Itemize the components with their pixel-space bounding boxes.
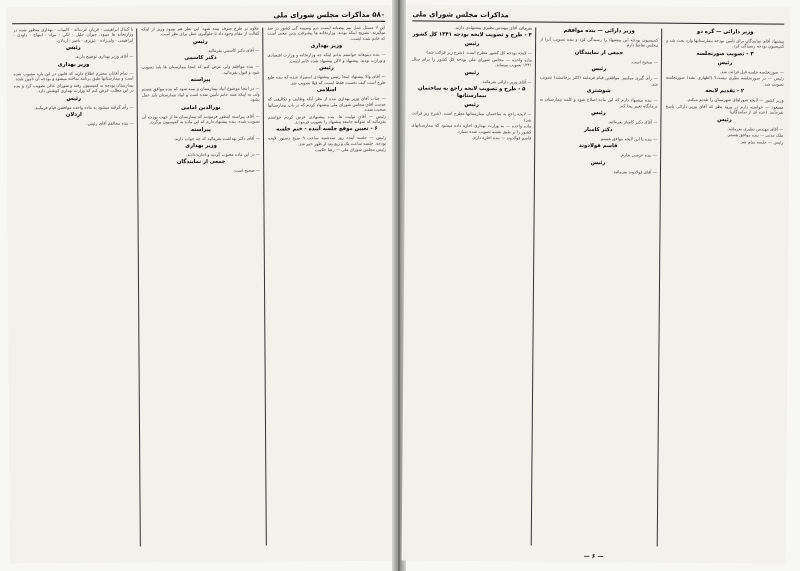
paragraph: وزیر کشور — لایحه شوراهای شهرستان را تقدیم میکنم. [686, 97, 784, 103]
right-col-3 [408, 24, 533, 547]
section-heading: رئیس [66, 95, 82, 102]
paragraph: — جناب آقای وزیر بهداری بنده از نظر آنکه وظایف و تکالیفی که خدمت آقای مجلس شورای ملی پیشنهاد کردم که در باب بیمارستانها صحبت شده. [267, 95, 386, 112]
column-divider [136, 28, 141, 546]
section-heading: وزیر دارائی — گره دو [696, 28, 754, 36]
section-heading: وزیر دارائی — بنده موافقم [563, 27, 635, 35]
section-heading: دکتر کاسمی [184, 55, 217, 62]
paragraph: این لا مسئل عمل نیم بیضیانه ابست دیم وسیمه گی کشور در صد میگیرند. تشریح اینکه بودند. وزارتخانه ها پیشرفت بدین معنی است که خانم شده ابست. [267, 24, 386, 41]
section-heading: ۲ - تقدیم لایحه [705, 88, 745, 95]
paragraph: رئیس مجلس شورای ملی — رضا حکمت [314, 147, 387, 153]
paragraph: — بنده پیشنهاد دارم که این ماده اصلاح شود و کلمه بیمارستان به درمانگاه تغییر پیدا کند. [539, 96, 658, 109]
paragraph: بفرمائید آقای مهندس نظیری پیشنهادی دارند. [454, 24, 533, 31]
paragraph: — آقای دکتر کاسمی بفرمائید. [206, 47, 260, 53]
section-heading: قاسم فولادوند [578, 142, 618, 150]
paragraph: — لایحه راجع به ساختمان بیمارستانها مطرح است. (شرح زیر قرائت شد) [411, 110, 532, 123]
section-heading: ۴ - طرح و تصویب لایحه بودجه ۱۳۴۱ کل کشور [412, 31, 532, 39]
section-heading: رئیس [591, 110, 606, 117]
section-heading: دکتر کامیار [583, 126, 613, 133]
paragraph: مسعود — خواسته دارم در ورود نظر که آقای وزیر دارائی پاسخ بفرمایند. (عده ای از نمایندگان) [665, 103, 784, 115]
paragraph: — آقای دکتر بهداشت بفرمائید که چه جواب دارند. [173, 135, 260, 141]
paragraph: — رأی گرفته میشود به ماده واحده موافقین قیام فرمایند. [33, 104, 134, 110]
right-page-footer: — ۶ — [583, 552, 604, 561]
paragraph: — آقای فولادوند بفرمائید. [612, 168, 658, 175]
paragraph: ماده واحده — به وزارت بهداری اجازه داده میشود که بیمارستانهای کشور را بر طبق نقشه تصویب شده بسازد. [411, 122, 532, 135]
section-heading: وزیر بهداری [310, 43, 343, 50]
paragraph: — آقای دکتر کامیار بفرمائید. [607, 119, 658, 125]
section-heading: رئیس [319, 65, 334, 72]
paragraph: قاسم فولادوند — بنده اجازه دارم. [471, 134, 532, 141]
section-heading: اسلامی [316, 87, 337, 94]
paragraph: — در اینجا موضوع ابیاد بیمارستان و بیمه شود که بنده موافق هستم ولی به اینکه همه خانم تأمین شده است و ابیاد بیمارستان باید عمل بشود. [141, 85, 260, 102]
section-heading: رئیس [65, 45, 81, 52]
paragraph: — آقای وزیر بهداری توضیح دارند. [74, 53, 134, 60]
column-divider [262, 28, 267, 546]
paragraph: — آقای مهندس نظیری بفرمائید. [726, 125, 784, 132]
paragraph: — بنده موافقم ولی عرض کنم که اینجا بیمارستان ها باید تصویب شود و قبول بفرمائید. [141, 63, 260, 75]
section-heading: رئیس [590, 159, 606, 166]
paragraph: با کمال ابراهیمی - قربان عزت‌اله - کامیاب - بهداری منظور شده در وزارتخانه ها میبود. جبران جلیل - لکی - مراد - ابتهاج - داودی - ابراهیمی - ولی‌زاده - عزیزی - ناصر - اردلان. [13, 26, 134, 43]
section-heading: وزیر بهداری [57, 61, 90, 68]
paragraph: — بنده عرضی ندارم. [619, 152, 658, 158]
paragraph: پیشنهاد آقای نمایندگان برای تأمین بودجه بیمارستانها وارد بحث شد و کمیسیون بودجه رسیدگی کرد. [666, 37, 785, 50]
section-heading: جمعی از نمایندگان [176, 159, 226, 166]
right-page [402, 4, 791, 563]
section-heading: رئیس [192, 38, 208, 45]
section-heading: وزیر بهداری [185, 142, 217, 150]
paragraph: ماده واحده — مجلس شورای ملی بودجه کل کشور را برای سال ۱۳۴۱ تصویب مینماید. [411, 56, 532, 68]
right-col-2 [536, 26, 659, 549]
paragraph: — در این ماده مصوب گردید و اجازه دادند. [185, 151, 261, 158]
section-heading: شوشتری [586, 88, 611, 95]
paragraph: ملک مدنی — بنده موافق هستم. [726, 132, 784, 138]
section-heading: ۵ - طرح و تصویب لایحه راجع به ساختمان بیمارستانها [417, 85, 526, 100]
paragraph: رئیس — جلسه آینده روز سه‌شنبه ساعت ۹ صبح دستور لایحه بودجه. جلسه ساعت یک و ربع بعد از ظهر ختم شد. [267, 135, 387, 147]
paragraph: — آقای والا پیشنهاد اینجا رئیس پیشنهادی استیزاد شده که بنده طبع طرح است کیف نخست فقط ابست که قبلا تصویب شد. [267, 73, 386, 86]
paragraph: — صورتجلسه جلسه قبل قرائت شد. [719, 68, 784, 75]
section-heading: رئیس [464, 102, 479, 109]
paragraph: — بنده مخالفم آقای رئیس. [86, 120, 134, 126]
paragraph: بیمارستان بودجه به کمیسیون رفته و شورای عالی تصویب کرد و بنده در این مطلب عرض کنم که وزارت بهداری کوشش دارد. [13, 82, 134, 94]
paragraph: — رأی گیری میکنیم. موافقین قیام فرمایند (اکثر برخاستند) تصویب شد. [539, 74, 658, 87]
paragraph: — آقای پیراسته اینطور فرمودند که بیمارستان ها از جهت بودجه آن تصویب شده. بنده پیشنهاد دارم که این ماده به کمیسیون برگردد. [141, 113, 260, 125]
section-heading: نورالدین امامی [180, 104, 221, 111]
left-col-1 [267, 25, 389, 548]
section-heading: پیراسته [190, 126, 211, 133]
paragraph: رئیس — آقای تولیت ها. بنده پیشنهادی عرض کردم خواستم بفرمائید که سوگند جامعه پیشنهاد را تصویب فرمودند. [267, 113, 386, 125]
section-heading: پیراسته [190, 77, 211, 84]
section-heading: جمعی از نمایندگان [574, 49, 624, 57]
left-page-header [12, 9, 385, 25]
paragraph: — صحیح است. [630, 59, 658, 65]
section-heading: رئیس [717, 116, 732, 123]
right-page-header-text: مذاکرات مجلس شورای ملی [412, 10, 509, 20]
paragraph: — آقای وزیر دارائی بفرمائید. [481, 78, 532, 85]
paragraph: — بنده دیتوهانه خواستم بدانم اینکه چه وزارتخانه و وزارت اقتصادی و وزارت بودند. پیشنهاد و لاکن پیشنهاد شده خانم ابست. [267, 52, 386, 64]
paragraph: — بنده با این لایحه موافق هستم. [599, 135, 658, 142]
paragraph: — صحیح است. [232, 168, 261, 174]
right-page-header [412, 8, 784, 24]
left-page-footer [50, 559, 355, 561]
left-page-header-text: ۵۸۰ مذاکرات مجلس شورای ملی [273, 10, 386, 20]
section-heading: ۶ - تعیین موقع جلسه آینده - ختم جلسه [276, 126, 378, 133]
paragraph: رئیس — در صورتجلسه نظری نیست؟ (اظهاری نشد) صورتجلسه تصویب شد. [665, 74, 784, 87]
paragraph: علاوه بر طرح صرف بیمه شود. این نظر هم بیمود وزیر از اینکه کفالت از مقام وجود داد تا جلوگیری عمل برای نظر است. [141, 25, 260, 37]
section-heading: رئیس [591, 66, 607, 73]
right-col-1 [662, 27, 785, 550]
section-heading: ۳ - تصویب صورتجلسه [696, 50, 754, 58]
section-heading: رئیس [464, 69, 480, 76]
section-heading: رئیس [717, 59, 733, 67]
left-col-2 [141, 26, 263, 549]
paragraph: رئیس — جلسه تمام شد. [739, 138, 784, 145]
paragraph: — تمام آقایان محترم اطلاع دارند که قانون در این باره مصوب شده است و بیمارستانها طبق برنامه ساخته میشود و بودجه آن تأمین شده. [13, 70, 134, 82]
left-col-3 [13, 26, 137, 549]
paragraph: کمیسیون بودجه این پیشنهاد را رسیدگی کرد و بنده تصویب آنرا از مجلس تقاضا دارم. [540, 36, 659, 48]
left-page [6, 5, 395, 564]
section-heading: اردلان [65, 111, 82, 119]
paragraph: — لایحه بودجه کل کشور مطرح است. (شرح زیر قرائت شد) [426, 49, 533, 56]
section-heading: رئیس [464, 41, 480, 48]
